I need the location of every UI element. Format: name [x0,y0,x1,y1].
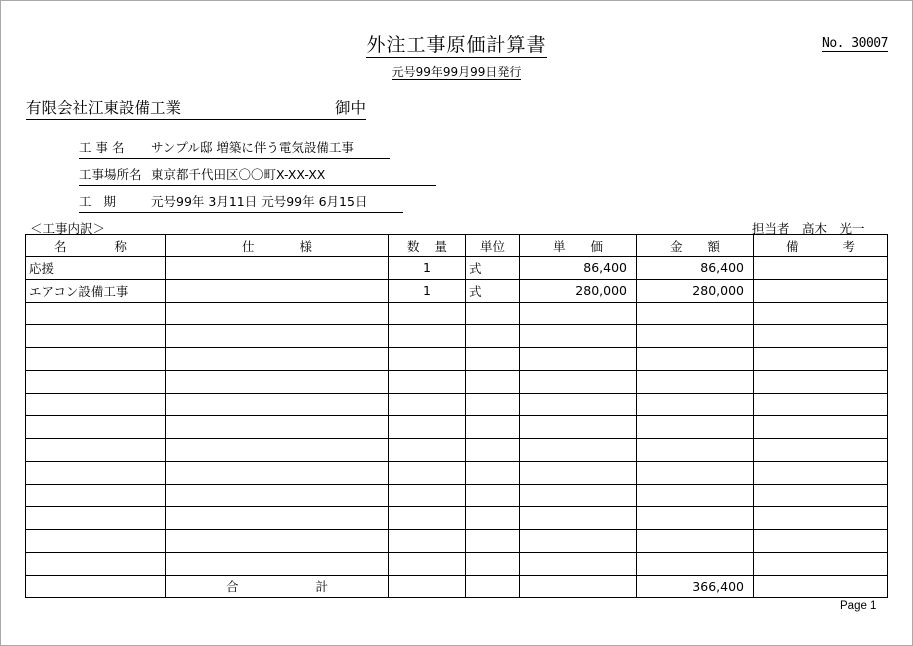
total-note-cell [754,575,888,598]
table-row [26,370,888,393]
cell-name [26,484,166,507]
cell-unit-price [520,302,637,325]
cell-spec [166,302,389,325]
cell-remarks [754,439,888,462]
cell-unit-price [520,370,637,393]
cell-quantity [389,302,466,325]
table-header-row [26,235,888,257]
cell-unit [466,302,520,325]
cell-spec [166,370,389,393]
total-blank-cell [26,575,166,598]
total-row [26,575,888,598]
cell-spec [166,257,389,280]
cell-unit [466,370,520,393]
cell-unit-price [520,393,637,416]
issue-date: 元号99年99月99日発行 [391,65,522,79]
cell-remarks [754,393,888,416]
table-row [26,461,888,484]
cell-unit-price [520,325,637,348]
cell-amount: 86,400 [637,257,754,280]
location-value: 東京都千代田区〇〇町X-XX-XX [151,167,326,182]
cell-name [26,393,166,416]
cell-quantity [389,416,466,439]
breakdown-label: ＜工事内訳＞ [30,221,106,236]
cell-quantity: 1 [389,257,466,280]
cell-remarks [754,257,888,280]
cell-quantity [389,370,466,393]
cell-unit [466,393,520,416]
cell-name [26,370,166,393]
cell-quantity [389,461,466,484]
cell-spec [166,530,389,553]
cell-amount [637,439,754,462]
cell-quantity [389,439,466,462]
cell-spec [166,348,389,371]
cell-remarks [754,530,888,553]
cell-quantity: 1 [389,279,466,302]
cell-amount [637,552,754,575]
total-label: 合 計 [166,575,389,598]
cell-quantity [389,530,466,553]
cell-spec [166,439,389,462]
cell-unit [466,484,520,507]
table-row [26,348,888,371]
cell-unit-price: 280,000 [520,279,637,302]
header-quantity: 数 量 [389,235,466,257]
cell-name [26,325,166,348]
cell-unit [466,325,520,348]
header-unit-price: 単 価 [520,235,637,257]
table-row [26,507,888,530]
cell-quantity [389,393,466,416]
cell-unit-price [520,484,637,507]
table-row [26,484,888,507]
table-row [26,279,888,302]
cell-remarks [754,325,888,348]
cell-unit-price [520,552,637,575]
cell-spec [166,484,389,507]
cell-remarks [754,484,888,507]
cost-table [25,234,888,598]
cell-unit-price [520,530,637,553]
cell-spec [166,416,389,439]
total-unit-cell [466,575,520,598]
cell-unit [466,552,520,575]
work-name-value: サンプル邸 増築に伴う電気設備工事 [151,140,354,155]
cell-quantity [389,507,466,530]
client-name: 有限会社江東設備工業 [26,99,182,117]
cell-remarks [754,370,888,393]
cell-amount [637,416,754,439]
total-qty-cell [389,575,466,598]
cell-unit-price [520,439,637,462]
page-number: Page 1 [840,600,877,612]
cell-remarks [754,507,888,530]
period-line [79,192,403,213]
cell-amount: 280,000 [637,279,754,302]
table-row [26,416,888,439]
cell-unit [466,416,520,439]
cell-unit-price [520,507,637,530]
cell-spec [166,552,389,575]
cell-remarks [754,552,888,575]
cell-unit: 式 [466,279,520,302]
cell-name [26,461,166,484]
table-row [26,552,888,575]
header-amount: 金 額 [637,235,754,257]
cell-quantity [389,325,466,348]
cell-name [26,552,166,575]
header-unit: 単位 [466,235,520,257]
cell-remarks [754,348,888,371]
cell-amount [637,348,754,371]
person-in-charge: 担当者 高木 光一 [752,221,865,236]
cell-amount [637,325,754,348]
cell-unit: 式 [466,257,520,280]
cell-unit [466,507,520,530]
cell-name [26,302,166,325]
table-row [26,302,888,325]
cell-unit [466,348,520,371]
total-amount: 366,400 [637,575,754,598]
cell-name [26,507,166,530]
cell-quantity [389,348,466,371]
cell-remarks [754,279,888,302]
period-label: 工 期 [79,194,116,209]
cell-spec [166,393,389,416]
cell-name [26,530,166,553]
cell-name [26,439,166,462]
cell-name [26,416,166,439]
document-title: 外注工事原価計算書 [366,34,547,56]
total-price-cell [520,575,637,598]
work-name-label: 工 事 名 [79,140,125,155]
header-name: 名 称 [26,235,166,257]
location-line [79,165,436,186]
cell-unit [466,439,520,462]
client-line [26,96,366,120]
cell-amount [637,530,754,553]
location-label: 工事場所名 [79,167,142,182]
cell-amount [637,507,754,530]
cell-name: エアコン設備工事 [26,279,166,302]
cell-unit-price: 86,400 [520,257,637,280]
cell-quantity [389,552,466,575]
cell-unit-price [520,416,637,439]
cell-remarks [754,416,888,439]
cell-unit-price [520,348,637,371]
cell-name: 応援 [26,257,166,280]
cell-amount [637,461,754,484]
cell-spec [166,507,389,530]
table-row [26,439,888,462]
cell-amount [637,302,754,325]
cell-unit-price [520,461,637,484]
cell-remarks [754,302,888,325]
cell-quantity [389,484,466,507]
table-row [26,530,888,553]
honorific: 御中 [334,99,366,117]
cell-unit [466,530,520,553]
cell-spec [166,325,389,348]
cell-spec [166,279,389,302]
header-spec: 仕 様 [166,235,389,257]
cell-unit [466,461,520,484]
work-name-line [79,138,390,159]
table-row [26,257,888,280]
cell-amount [637,370,754,393]
header-remarks: 備 考 [754,235,888,257]
cell-remarks [754,461,888,484]
table-row [26,325,888,348]
document-number: No. 30007 [822,36,888,51]
cell-amount [637,393,754,416]
cell-name [26,348,166,371]
table-row [26,393,888,416]
period-value: 元号99年 3月11日 元号99年 6月15日 [151,194,368,209]
cell-amount [637,484,754,507]
cell-spec [166,461,389,484]
